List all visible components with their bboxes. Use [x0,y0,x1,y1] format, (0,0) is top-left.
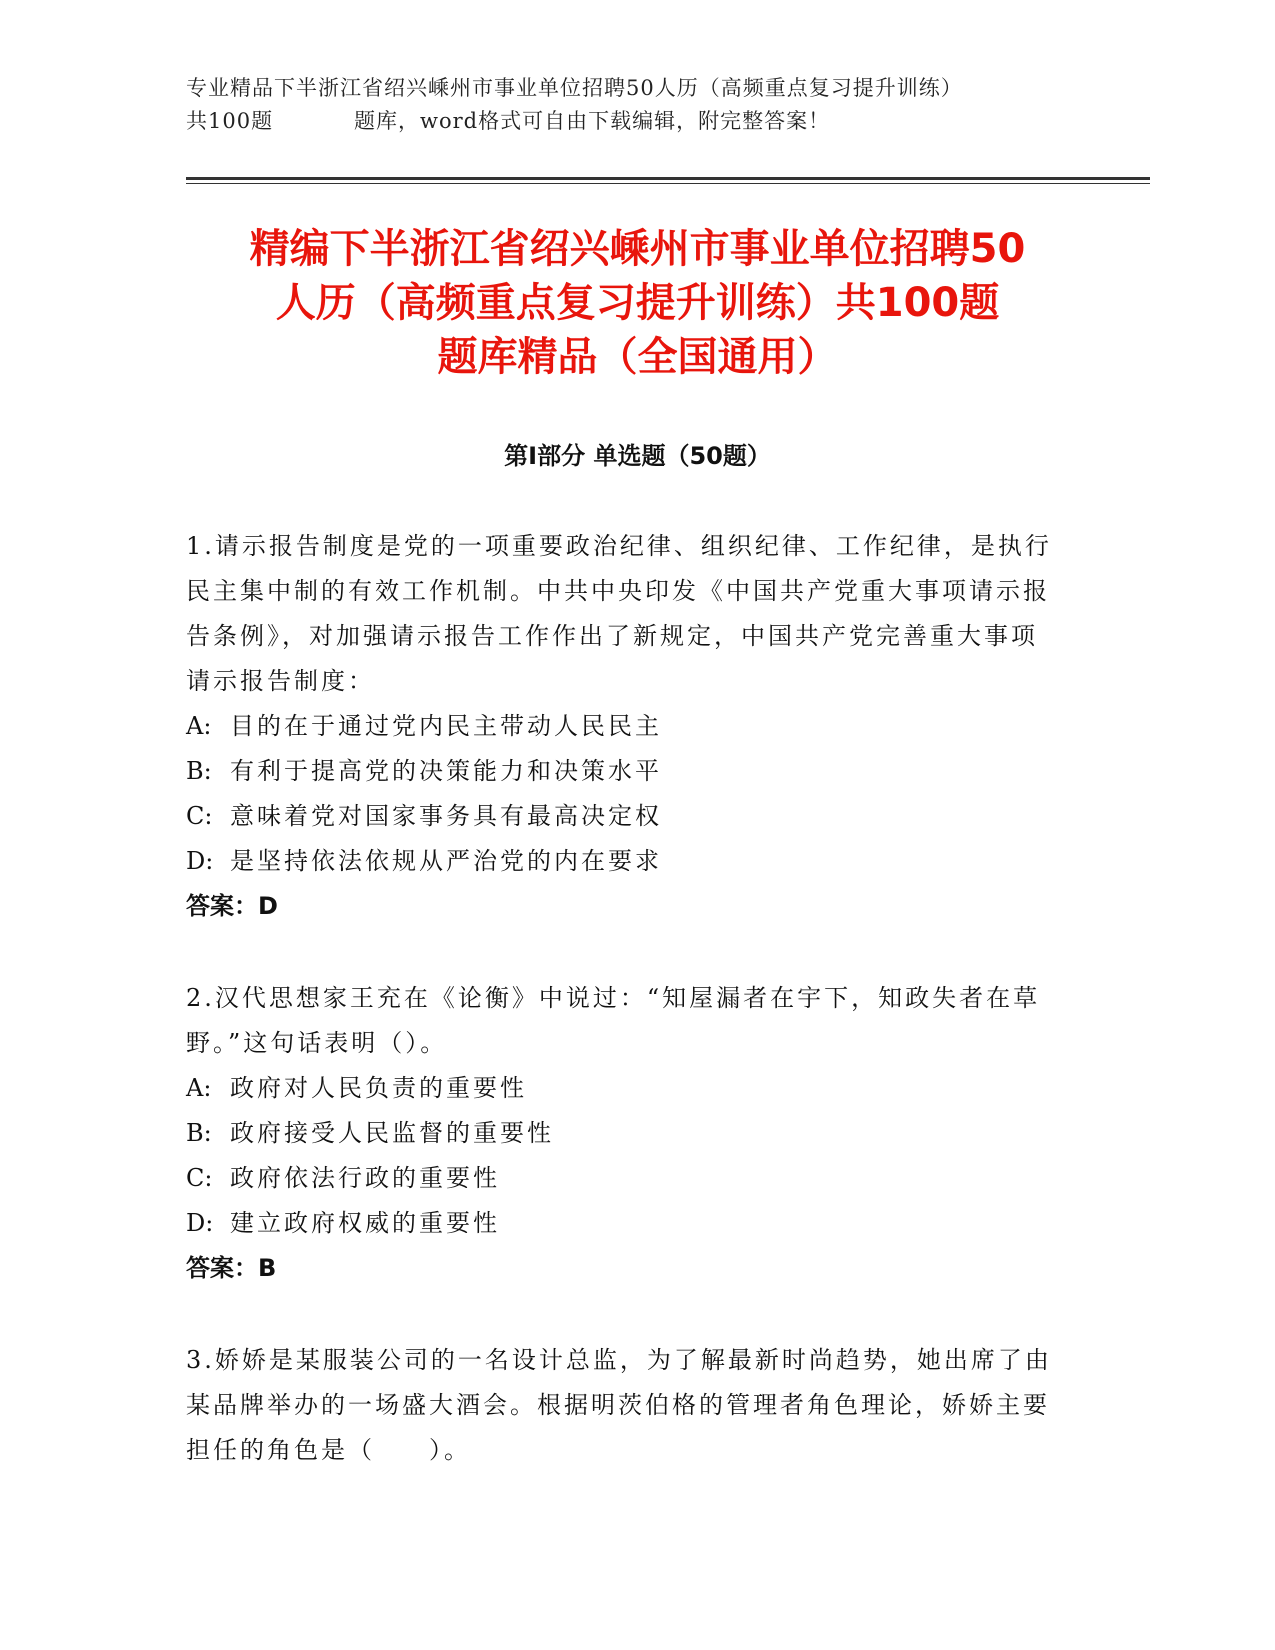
question-text: 2.汉代思想家王充在《论衡》中说过：“知屋漏者在宇下，知政失者在草野。”这句话表明（）。 [186,984,1041,1057]
option-b [186,749,1056,794]
option-key: D: [186,1209,214,1237]
header-divider-thin [186,183,1150,184]
answer: 答案：D [186,892,278,920]
question-3 [186,1338,1056,1473]
option-c [186,1156,1056,1201]
question-2 [186,976,1056,1291]
header-line-2 [186,105,1086,138]
document-title [160,222,1115,384]
question-text: 3.娇娇是某服装公司的一名设计总监，为了解最新时尚趋势，她出席了由某品牌举办的一场盛大酒会。根据明茨伯格的管理者角色理论，娇娇主要担任的角色是（ ）。 [186,1346,1052,1464]
option-key: A: [186,712,212,740]
header-line-1: 专业精品下半浙江省绍兴嵊州市事业单位招聘50人历（高频重点复习提升训练） [186,76,963,100]
option-key: C: [186,802,213,830]
header-description: 题库，word格式可自由下载编辑，附完整答案！ [354,109,831,133]
option-text: 政府依法行政的重要性 [230,1164,500,1192]
option-d [186,839,1056,884]
question-list [186,524,1056,1520]
title-line-3: 题库精品（全国通用） [437,334,838,380]
question-text: 1.请示报告制度是党的一项重要政治纪律、组织纪律、工作纪律，是执行民主集中制的有效工作机制。中共中央印发《中国共产党重大事项请示报告条例》，对加强请示报告工作作出了新规定，中国共产党完善重大事项请示报告制度： [186,532,1052,695]
option-text: 政府对人民负责的重要性 [230,1074,527,1102]
title-line-2: 人历（高频重点复习提升训练）共100题 [275,280,1000,326]
option-key: A: [186,1074,212,1102]
header-question-count: 共100题 [186,109,274,133]
option-text: 目的在于通过党内民主带动人民民主 [230,712,662,740]
option-text: 建立政府权威的重要性 [230,1209,500,1237]
title-line-1: 精编下半浙江省绍兴嵊州市事业单位招聘50 [249,226,1026,272]
option-d [186,1201,1056,1246]
option-key: D: [186,847,214,875]
option-text: 意味着党对国家事务具有最高决定权 [230,802,662,830]
answer: 答案：B [186,1254,277,1282]
option-key: B: [186,757,212,785]
option-a [186,704,1056,749]
document-header [186,72,1086,138]
option-text: 政府接受人民监督的重要性 [230,1119,554,1147]
header-divider-thick [186,177,1150,180]
section-heading: 第Ⅰ部分 单选题（50题） [504,442,771,470]
option-text: 是坚持依法依规从严治党的内在要求 [230,847,662,875]
option-text: 有利于提高党的决策能力和决策水平 [230,757,662,785]
option-b [186,1111,1056,1156]
option-c [186,794,1056,839]
option-a [186,1066,1056,1111]
option-key: B: [186,1119,212,1147]
question-1 [186,524,1056,929]
option-key: C: [186,1164,213,1192]
